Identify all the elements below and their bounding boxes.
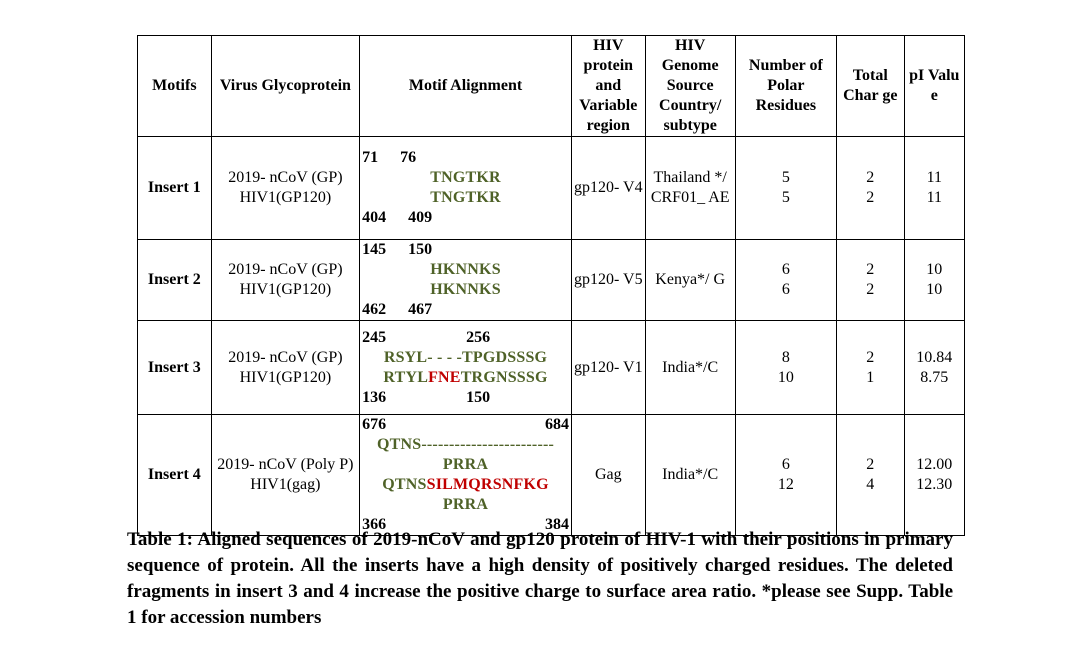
polar-residues-cell: 8 10 — [735, 321, 836, 415]
virus-line-1: 2019- nCoV (GP) — [228, 169, 343, 186]
header-polar-residues: Number of Polar Residues — [735, 36, 836, 137]
hiv-protein-cell: gp120- V5 — [571, 240, 645, 321]
header-hiv-genome: HIV Genome Source Country/ subtype — [645, 36, 735, 137]
sequence-hiv: QTNSSILMQRSNFKG PRRA — [382, 476, 549, 513]
hiv-protein-cell: gp120- V4 — [571, 137, 645, 240]
sequence-hiv: TNGTKR — [430, 189, 501, 206]
table-row — [138, 240, 965, 321]
virus-glycoprotein-cell — [211, 137, 359, 240]
virus-line-2: HIV1(gag) — [250, 476, 321, 493]
header-pi-value: pI Valu e — [904, 36, 964, 137]
total-charge-cell: 2 2 — [837, 240, 905, 321]
position-top: 145 150 — [362, 241, 433, 258]
sequence-ncov: HKNNKS — [430, 261, 501, 278]
position-top: 245 256 — [362, 328, 491, 346]
position-top: 71 76 — [362, 149, 417, 166]
hiv-genome-cell: Thailand */ CRF01_ AE — [645, 137, 735, 240]
virus-line-2: HIV1(GP120) — [239, 189, 332, 206]
hiv-protein-cell: gp120- V1 — [571, 321, 645, 415]
motif-alignment-cell — [360, 240, 572, 321]
pi-value-cell: 11 11 — [904, 137, 964, 240]
hiv-genome-cell: India*/C — [645, 321, 735, 415]
header-virus-glycoprotein: Virus Glycoprotein — [211, 36, 359, 137]
virus-glycoprotein-cell — [211, 240, 359, 321]
header-row — [138, 36, 965, 137]
table-row — [138, 137, 965, 240]
virus-line-2: HIV1(GP120) — [239, 281, 332, 298]
position-bottom: 462 467 — [362, 301, 433, 318]
table-row — [138, 321, 965, 415]
virus-line-1: 2019- nCoV (Poly P) — [217, 456, 354, 473]
position-bottom: 366 384 — [362, 516, 569, 533]
motif-label: Insert 3 — [138, 321, 212, 415]
polar-residues-cell: 6 12 — [735, 415, 836, 536]
motif-alignment-cell — [360, 321, 572, 415]
motif-alignment-cell — [360, 137, 572, 240]
total-charge-cell: 2 1 — [837, 321, 905, 415]
virus-line-1: 2019- nCoV (GP) — [228, 261, 343, 278]
pi-value-cell: 10.84 8.75 — [904, 321, 964, 415]
position-top: 676 684 — [362, 416, 569, 433]
table-row — [138, 415, 965, 536]
position-bottom: 404 409 — [362, 209, 433, 226]
virus-line-2: HIV1(GP120) — [239, 368, 332, 386]
polar-residues-cell: 6 6 — [735, 240, 836, 321]
hiv-genome-cell: Kenya*/ G — [645, 240, 735, 321]
table-caption: Table 1: Aligned sequences of 2019-nCoV and gp120 protein of HIV-1 with their positions in primary sequence of protein. All the inserts have a high density of positively charged residues. The deleted fragments in insert 3 and 4 increase the positive charge to surface area ratio. *please see Supp. Table 1 for accession numbers — [127, 529, 953, 628]
motif-label: Insert 4 — [138, 415, 212, 536]
motif-alignment-cell — [360, 415, 572, 536]
motif-label: Insert 2 — [138, 240, 212, 321]
header-motif-alignment: Motif Alignment — [360, 36, 572, 137]
sequence-ncov: QTNS------------------------PRRA — [377, 436, 555, 473]
sequence-hiv: HKNNKS — [430, 281, 501, 298]
header-motifs: Motifs — [138, 36, 212, 137]
hiv-protein-cell: Gag — [571, 415, 645, 536]
insertion-fragment: SILMQRSNFKG — [426, 476, 549, 493]
insertion-fragment: FNE — [428, 368, 461, 386]
polar-residues-cell: 5 5 — [735, 137, 836, 240]
header-hiv-protein: HIV protein and Variable region — [571, 36, 645, 137]
virus-line-1: 2019- nCoV (GP) — [228, 348, 343, 366]
position-bottom: 136 150 — [362, 388, 491, 406]
sequence-ncov: RSYL- - - -TPGDSSSG — [383, 348, 548, 366]
sequence-ncov: TNGTKR — [430, 169, 501, 186]
header-total-charge: Total Char ge — [837, 36, 905, 137]
total-charge-cell: 2 4 — [837, 415, 905, 536]
motif-label: Insert 1 — [138, 137, 212, 240]
pi-value-cell: 10 10 — [904, 240, 964, 321]
virus-glycoprotein-cell — [211, 321, 359, 415]
hiv-genome-cell: India*/C — [645, 415, 735, 536]
sequence-hiv: RTYLFNETRGNSSSG — [383, 368, 548, 386]
alignment-table — [137, 35, 965, 536]
total-charge-cell: 2 2 — [837, 137, 905, 240]
pi-value-cell: 12.00 12.30 — [904, 415, 964, 536]
virus-glycoprotein-cell — [211, 415, 359, 536]
